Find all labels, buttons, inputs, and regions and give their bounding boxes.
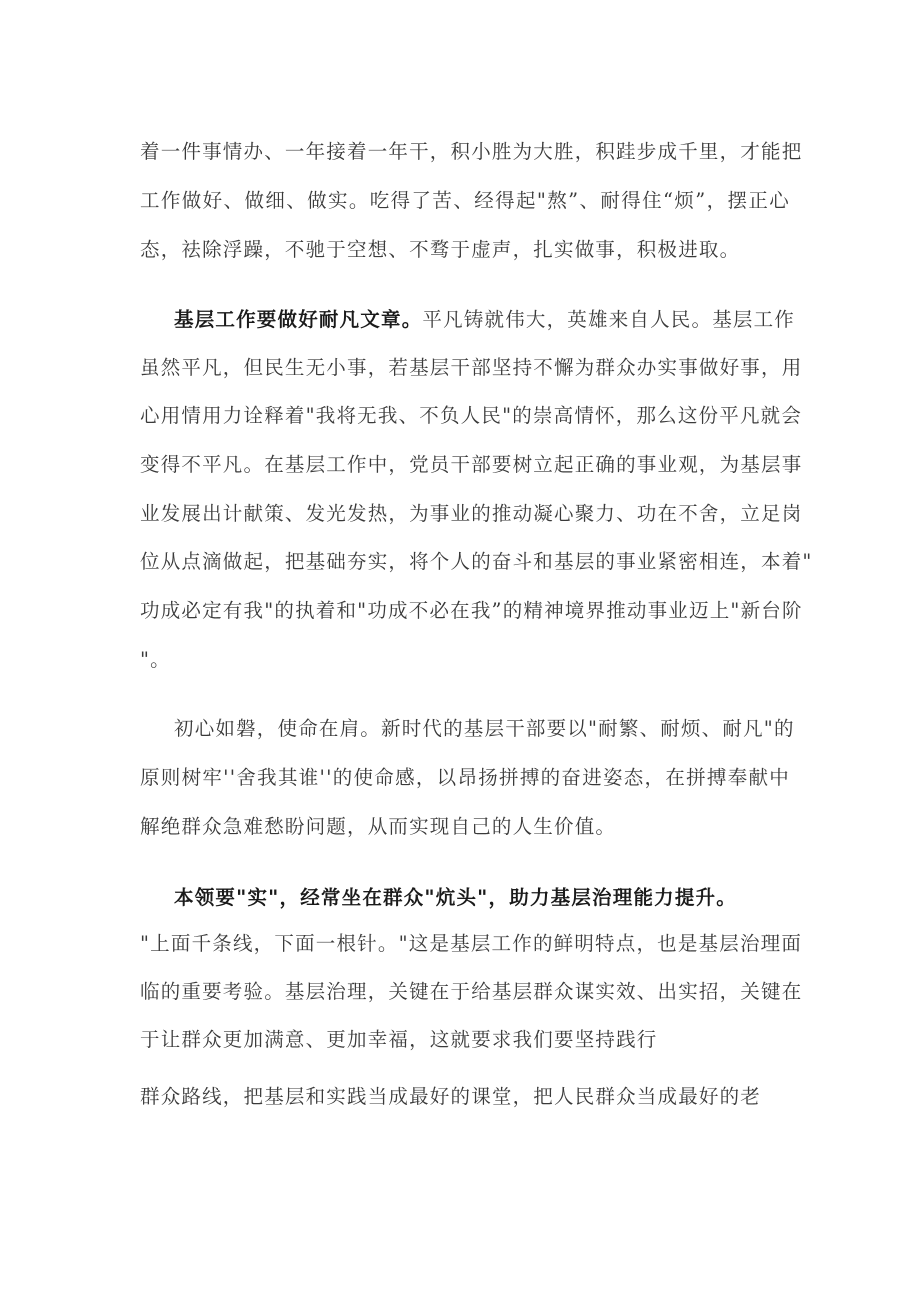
paragraph-4-line-3: 于让群众更加满意、更加幸福，这就要求我们要坚持践行 xyxy=(140,1028,658,1051)
paragraph-2-lead: 基层工作要做好耐凡文章。 xyxy=(174,308,423,331)
paragraph-4-line-1: "上面千条线，下面一根针。"这是基层工作的鲜明特点，也是基层治理面 xyxy=(140,932,803,955)
paragraph-4-line-4: 群众路线，把基层和实践当成最好的课堂，把人民群众当成最好的老 xyxy=(140,1085,762,1108)
paragraph-2-line-7: 功成必定有我"的执着和"功成不必在我”的精神境界推动事业迈上"新台阶 xyxy=(140,599,803,622)
paragraph-1-line-2: 工作做好、做细、做实。吃得了苦、经得起"熬”、耐得住“烦”，摆正心 xyxy=(140,189,790,212)
paragraph-3-line-1: 初心如磐，使命在肩。新时代的基层干部要以"耐繁、耐烦、耐凡"的 xyxy=(174,717,795,740)
paragraph-4-line-2: 临的重要考验。基层治理，关键在于给基层群众谋实效、出实招，关键在 xyxy=(140,980,803,1003)
section-heading: 本领要"实"，经常坐在群众"炕头"，助力基层治理能力提升。 xyxy=(174,886,737,909)
paragraph-2-line-6: 位从点滴做起，把基础夯实，将个人的奋斗和基层的事业紧密相连，本着" xyxy=(140,550,813,573)
paragraph-2-line-3: 心用情用力诠释着"我将无我、不负人民"的崇高情怀，那么这份平凡就会 xyxy=(140,404,803,427)
paragraph-2-line-4: 变得不平凡。在基层工作中，党员干部要树立起正确的事业观，为基层事 xyxy=(140,453,803,476)
paragraph-2-line-5: 业发展出计献策、发光发热，为事业的推动凝心聚力、功在不舍，立足岗 xyxy=(140,502,803,525)
paragraph-1-line-1: 着一件事情办、一年接着一年干，积小胜为大胜，积跬步成千里，才能把 xyxy=(140,140,803,163)
paragraph-2-line-1 xyxy=(174,306,796,334)
paragraph-2-first-rest: 平凡铸就伟大，英雄来自人民。基层工作 xyxy=(422,308,796,331)
paragraph-2-line-2: 虽然平凡，但民生无小事，若基层干部坚持不懈为群众办实事做好事，用 xyxy=(140,356,803,379)
paragraph-2-line-8: "。 xyxy=(140,648,171,671)
paragraph-1-line-3: 态，祛除浮躁，不驰于空想、不骛于虚声，扎实做事，积极进取。 xyxy=(140,238,741,261)
paragraph-3-line-2: 原则树牢''舍我其谁''的使命感，以昂扬拼搏的奋进姿态，在拼搏奉献中 xyxy=(140,766,790,789)
paragraph-3-line-3: 解绝群众急难愁盼问题，从而实现自己的人生价值。 xyxy=(140,815,617,838)
